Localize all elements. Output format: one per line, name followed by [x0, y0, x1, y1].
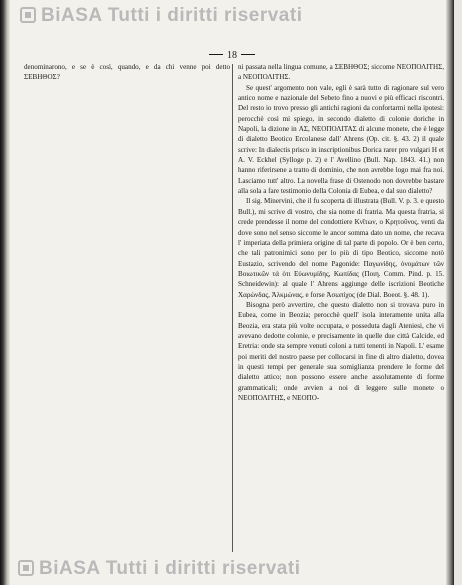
watermark-top [20, 5, 302, 27]
page-number [10, 50, 454, 61]
page-number-text: 18 [227, 50, 237, 61]
text-column-right [238, 62, 444, 403]
watermark-bottom-text: BiASA Tutti i diritti riservati [39, 558, 301, 579]
text-column-left [24, 62, 230, 83]
paragraph: Il sig. Minervini, che il fu scoperta di illustrata (Bull. V. p. 3. e questo Bull.), mi scrive di vostro, che sia nome di fratria. Ma questa fratria, si crede prendesse il nome del condottiere Κνῖτων, o Κρητοῦνος, venti da dove sono nel senso siccome le ancor somma dato un nome, che recava l' imperiata della primiera origine di tal parte di popolo. Or è ben certo, che tali patronimici sono per lo più di tipo Beotico, siccome notò Eustazio, scrivendo del nome Pagonide: Παγωνίδης, ὁνομάτων τῶν Βοιωτικῶν τά ὁτι Εὐωνυμίδης, Κωπίδας (Ποιη. Comm. Pind. p. 15. Schneidewin): al quale l' Ahrens aggiunge delle iscrizioni Beotiche Χαρώνδας, Ἀλκμώνας, e forse Ἀσωπίχος (de Dial. Boeot. §. 48. 1). [238, 197, 444, 299]
paragraph: Se quest' argomento non vale, egli è sarà tutto di ragionare sul vero antico nome e nazionale del Sebeto fino a nuovi e più efficaci riscontri. Del resto io trovo presso gli antichi ragioni da confortarmi nella ipotesi: perocchè così mi spiego, in secondo dialetto di colonie doriche in Napoli, la dizione in ΑΣ, ΝΕΟΠΟΛΙΤΑΣ di alcune monete, che è legge di dialetto Beotico Ercolanese dall' Ahrens (Op. cit. §. 43. 2) il quale scrive: In dialectis prisco in inscriptionibus Dorica rarer pro vulgari H et A. V. Eckhel (Sylloge p. 2) e l' Avellino (Bull. Nap. 1843. 41.) non hanno riferirsene a tratto di dominio, che non avrebbe logo mai fra noi. Lasciamo tutt' altro. La novella frase di Ostenodo non dovrebbe bastare alla sola a fare testimonio della Colonia di Eubea, e dal suo dialetto? [238, 83, 444, 196]
watermark-bottom [18, 558, 300, 580]
book-binding-edge [0, 0, 10, 585]
paragraph: Bisogna però avvertire, che questo dialetto non si trovava puro in Eubea, come in Beozia; perocchè quell' isola interamente unita alla Beozia, era stata più volte occupata, e posseduta dagli Ateniesi, che vi avevano dedotte colonie, e precisamente in quelle due città Calcide, ed Eretria: onde sta sempre venuti coloni a tutti tenenti in Napoli. L' esame poi meriti del nostro paese per collocarsi in fine di altro dialetto, dovea in questi tempi per generale sua somiglianza prendere le forme del dialetto attico; non possono essere anche assolutamente di forme grammaticali; onde avvien a noi di leggere sulle monete o ΝΕΟΠΟΛΙΤΗΣ, e ΝΕΟΠΟ- [238, 300, 444, 402]
biasa-logo-icon [20, 7, 36, 23]
document-page [10, 0, 454, 585]
watermark-top-text: BiASA Tutti i diritti riservati [41, 5, 303, 26]
paragraph: denominarono, e se è così, quando, e da chi venne poi detto ΣΕΒΗΘΟΣ? [24, 63, 230, 82]
paragraph: ni passata nella lingua comune, a ΣΕΒΗΘΟΣ; siccome ΝΕΟΠΟΛΙΤΗΣ, a ΝΕΟΠΟΛΙΤΗΣ. [238, 63, 444, 82]
page-right-edge [446, 0, 454, 585]
biasa-logo-icon [18, 560, 34, 576]
column-divider [232, 64, 233, 552]
